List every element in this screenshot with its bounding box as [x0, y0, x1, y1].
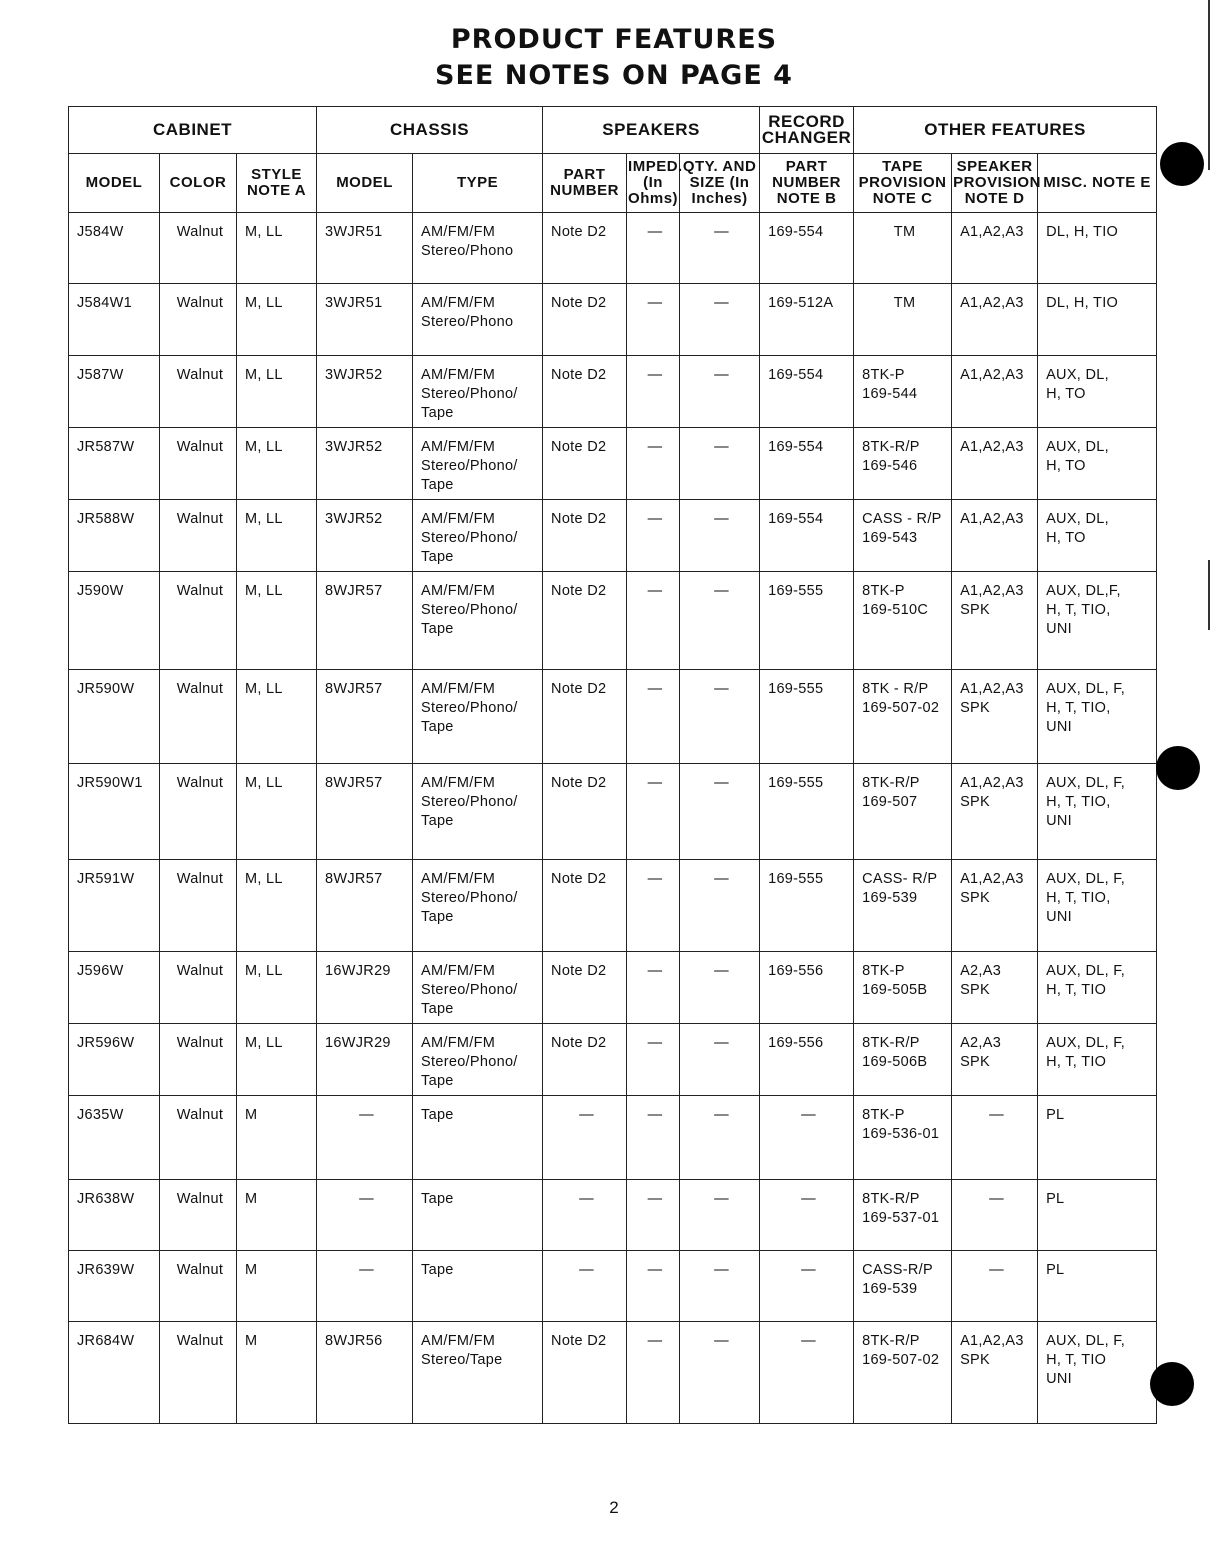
cell-part: Note D2: [543, 1322, 627, 1424]
cell-model: JR588W: [69, 500, 160, 572]
cell-misc: AUX, DL, H, TO: [1038, 428, 1157, 500]
table-row: [69, 1251, 1157, 1322]
cell-speaker: A1,A2,A3 SPK: [952, 764, 1038, 860]
col-speaker-provision: SPEAKER PROVISION NOTE D: [952, 154, 1038, 213]
cell-type: AM/FM/FM Stereo/Phono/ Tape: [413, 356, 543, 428]
cell-tape: CASS-R/P 169-539: [854, 1251, 952, 1322]
cell-qty: —: [680, 284, 760, 356]
group-speakers: SPEAKERS: [543, 107, 760, 154]
cell-rc: 169-555: [760, 860, 854, 952]
cell-rc: 169-556: [760, 952, 854, 1024]
cell-misc: AUX, DL,F, H, T, TIO, UNI: [1038, 572, 1157, 670]
table-row: [69, 670, 1157, 764]
cell-speaker: A1,A2,A3: [952, 428, 1038, 500]
cell-imped: —: [627, 284, 680, 356]
col-imped: IMPED. (In Ohms): [627, 154, 680, 213]
cell-rc: 169-555: [760, 764, 854, 860]
cell-chassis: 16WJR29: [317, 952, 413, 1024]
cell-qty: —: [680, 356, 760, 428]
cell-imped: —: [627, 572, 680, 670]
cell-misc: AUX, DL, F, H, T, TIO: [1038, 1024, 1157, 1096]
cell-chassis: 8WJR57: [317, 572, 413, 670]
cell-imped: —: [627, 500, 680, 572]
col-tape: TAPE PROVISION NOTE C: [854, 154, 952, 213]
cell-qty: —: [680, 1024, 760, 1096]
cell-speaker: —: [952, 1251, 1038, 1322]
cell-part: Note D2: [543, 572, 627, 670]
group-chassis: CHASSIS: [317, 107, 543, 154]
cell-model: JR590W: [69, 670, 160, 764]
cell-qty: —: [680, 500, 760, 572]
cell-style: M, LL: [237, 213, 317, 284]
cell-type: AM/FM/FM Stereo/Phono: [413, 284, 543, 356]
table-row: [69, 1024, 1157, 1096]
group-record-changer: RECORD CHANGER: [760, 107, 854, 154]
cell-model: J635W: [69, 1096, 160, 1180]
cell-type: AM/FM/FM Stereo/Phono/ Tape: [413, 572, 543, 670]
cell-part: Note D2: [543, 1024, 627, 1096]
cell-qty: —: [680, 213, 760, 284]
cell-imped: —: [627, 1251, 680, 1322]
cell-tape: CASS - R/P 169-543: [854, 500, 952, 572]
cell-imped: —: [627, 428, 680, 500]
cell-model: JR638W: [69, 1180, 160, 1251]
cell-model: J596W: [69, 952, 160, 1024]
cell-style: M, LL: [237, 860, 317, 952]
table-row: [69, 1322, 1157, 1424]
cell-model: JR591W: [69, 860, 160, 952]
col-part-number: PART NUMBER: [543, 154, 627, 213]
cell-tape: TM: [854, 284, 952, 356]
cell-chassis: 3WJR52: [317, 428, 413, 500]
cell-color: Walnut: [160, 428, 237, 500]
cell-rc: —: [760, 1096, 854, 1180]
cell-rc: 169-556: [760, 1024, 854, 1096]
cell-rc: 169-555: [760, 572, 854, 670]
cell-style: M, LL: [237, 1024, 317, 1096]
table-row: [69, 952, 1157, 1024]
cell-misc: AUX, DL, F, H, T, TIO: [1038, 952, 1157, 1024]
cell-rc: 169-554: [760, 500, 854, 572]
cell-speaker: A2,A3 SPK: [952, 1024, 1038, 1096]
cell-chassis: 8WJR57: [317, 764, 413, 860]
table-row: [69, 428, 1157, 500]
cell-tape: 8TK-P 169-510C: [854, 572, 952, 670]
cell-model: J584W1: [69, 284, 160, 356]
cell-color: Walnut: [160, 1322, 237, 1424]
page-number: 2: [609, 1498, 619, 1517]
cell-chassis: —: [317, 1251, 413, 1322]
cell-color: Walnut: [160, 1251, 237, 1322]
cell-chassis: 3WJR51: [317, 284, 413, 356]
cell-type: AM/FM/FM Stereo/Phono/ Tape: [413, 500, 543, 572]
cell-misc: AUX, DL, H, TO: [1038, 356, 1157, 428]
cell-chassis: 8WJR56: [317, 1322, 413, 1424]
cell-color: Walnut: [160, 572, 237, 670]
page-title-line1: PRODUCT FEATURES: [450, 24, 778, 55]
cell-qty: —: [680, 1322, 760, 1424]
cell-style: M: [237, 1096, 317, 1180]
cell-tape: 8TK-P 169-544: [854, 356, 952, 428]
cell-misc: AUX, DL, F, H, T, TIO, UNI: [1038, 670, 1157, 764]
cell-misc: AUX, DL, H, TO: [1038, 500, 1157, 572]
cell-rc: 169-554: [760, 356, 854, 428]
cell-speaker: A1,A2,A3 SPK: [952, 670, 1038, 764]
page-title-line2: SEE NOTES ON PAGE 4: [435, 60, 793, 91]
cell-style: M, LL: [237, 952, 317, 1024]
cell-model: JR639W: [69, 1251, 160, 1322]
cell-rc: —: [760, 1322, 854, 1424]
cell-style: M: [237, 1322, 317, 1424]
cell-color: Walnut: [160, 1096, 237, 1180]
cell-style: M, LL: [237, 428, 317, 500]
cell-rc: 169-555: [760, 670, 854, 764]
cell-imped: —: [627, 952, 680, 1024]
cell-rc: 169-512A: [760, 284, 854, 356]
cell-type: Tape: [413, 1180, 543, 1251]
cell-color: Walnut: [160, 764, 237, 860]
cell-tape: 8TK-R/P 169-507-02: [854, 1322, 952, 1424]
cell-speaker: A2,A3 SPK: [952, 952, 1038, 1024]
cell-style: M, LL: [237, 500, 317, 572]
cell-style: M, LL: [237, 356, 317, 428]
cell-chassis: —: [317, 1180, 413, 1251]
cell-part: Note D2: [543, 284, 627, 356]
cell-color: Walnut: [160, 284, 237, 356]
table-row: [69, 860, 1157, 952]
cell-color: Walnut: [160, 1180, 237, 1251]
cell-part: Note D2: [543, 213, 627, 284]
cell-qty: —: [680, 428, 760, 500]
cell-qty: —: [680, 764, 760, 860]
group-cabinet: CABINET: [69, 107, 317, 154]
cell-rc: 169-554: [760, 213, 854, 284]
cell-speaker: A1,A2,A3: [952, 500, 1038, 572]
cell-rc: —: [760, 1180, 854, 1251]
cell-speaker: A1,A2,A3: [952, 356, 1038, 428]
cell-imped: —: [627, 860, 680, 952]
cell-color: Walnut: [160, 500, 237, 572]
cell-imped: —: [627, 764, 680, 860]
col-misc: MISC. NOTE E: [1038, 154, 1157, 213]
cell-color: Walnut: [160, 213, 237, 284]
table-row: [69, 500, 1157, 572]
cell-tape: 8TK-R/P 169-506B: [854, 1024, 952, 1096]
cell-color: Walnut: [160, 356, 237, 428]
cell-type: AM/FM/FM Stereo/Phono/ Tape: [413, 670, 543, 764]
cell-speaker: A1,A2,A3 SPK: [952, 1322, 1038, 1424]
cell-tape: 8TK-R/P 169-507: [854, 764, 952, 860]
cell-chassis: —: [317, 1096, 413, 1180]
cell-part: Note D2: [543, 952, 627, 1024]
cell-part: —: [543, 1180, 627, 1251]
edge-line: [1208, 560, 1210, 630]
edge-line: [1208, 0, 1210, 170]
cell-misc: AUX, DL, F, H, T, TIO, UNI: [1038, 860, 1157, 952]
cell-part: —: [543, 1251, 627, 1322]
cell-rc: —: [760, 1251, 854, 1322]
cell-model: J590W: [69, 572, 160, 670]
cell-model: JR590W1: [69, 764, 160, 860]
cell-imped: —: [627, 213, 680, 284]
col-color: COLOR: [160, 154, 237, 213]
table-row: [69, 213, 1157, 284]
cell-part: —: [543, 1096, 627, 1180]
cell-type: AM/FM/FM Stereo/Phono/ Tape: [413, 1024, 543, 1096]
cell-chassis: 3WJR51: [317, 213, 413, 284]
cell-chassis: 8WJR57: [317, 860, 413, 952]
cell-type: Tape: [413, 1096, 543, 1180]
cell-color: Walnut: [160, 952, 237, 1024]
cell-speaker: A1,A2,A3: [952, 213, 1038, 284]
col-rc-part: PART NUMBER NOTE B: [760, 154, 854, 213]
cell-type: AM/FM/FM Stereo/Phono/ Tape: [413, 952, 543, 1024]
cell-qty: —: [680, 1251, 760, 1322]
cell-type: AM/FM/FM Stereo/Phono/ Tape: [413, 860, 543, 952]
cell-style: M: [237, 1251, 317, 1322]
cell-imped: —: [627, 1180, 680, 1251]
cell-imped: —: [627, 1024, 680, 1096]
cell-misc: DL, H, TIO: [1038, 213, 1157, 284]
cell-type: AM/FM/FM Stereo/Phono: [413, 213, 543, 284]
cell-chassis: 3WJR52: [317, 356, 413, 428]
cell-rc: 169-554: [760, 428, 854, 500]
cell-misc: DL, H, TIO: [1038, 284, 1157, 356]
col-style: STYLE NOTE A: [237, 154, 317, 213]
cell-part: Note D2: [543, 860, 627, 952]
cell-speaker: —: [952, 1180, 1038, 1251]
punch-hole: [1160, 142, 1204, 186]
cell-qty: —: [680, 952, 760, 1024]
cell-chassis: 16WJR29: [317, 1024, 413, 1096]
cell-style: M, LL: [237, 284, 317, 356]
cell-style: M, LL: [237, 670, 317, 764]
cell-style: M, LL: [237, 572, 317, 670]
cell-speaker: A1,A2,A3 SPK: [952, 860, 1038, 952]
cell-qty: —: [680, 572, 760, 670]
cell-style: M, LL: [237, 764, 317, 860]
cell-misc: PL: [1038, 1180, 1157, 1251]
cell-tape: 8TK-R/P 169-546: [854, 428, 952, 500]
cell-imped: —: [627, 356, 680, 428]
cell-misc: AUX, DL, F, H, T, TIO, UNI: [1038, 764, 1157, 860]
cell-tape: 8TK-P 169-505B: [854, 952, 952, 1024]
table-row: [69, 764, 1157, 860]
cell-speaker: —: [952, 1096, 1038, 1180]
cell-speaker: A1,A2,A3: [952, 284, 1038, 356]
cell-model: JR587W: [69, 428, 160, 500]
cell-qty: —: [680, 670, 760, 764]
col-qty: QTY. AND SIZE (In Inches): [680, 154, 760, 213]
table-row: [69, 356, 1157, 428]
cell-model: JR596W: [69, 1024, 160, 1096]
table-row: [69, 1096, 1157, 1180]
cell-tape: 8TK-P 169-536-01: [854, 1096, 952, 1180]
cell-tape: 8TK-R/P 169-537-01: [854, 1180, 952, 1251]
cell-model: J584W: [69, 213, 160, 284]
cell-model: J587W: [69, 356, 160, 428]
cell-tape: CASS- R/P 169-539: [854, 860, 952, 952]
col-type: TYPE: [413, 154, 543, 213]
punch-hole: [1150, 1362, 1194, 1406]
cell-part: Note D2: [543, 764, 627, 860]
table-row: [69, 572, 1157, 670]
cell-part: Note D2: [543, 670, 627, 764]
punch-hole: [1156, 746, 1200, 790]
table-row: [69, 1180, 1157, 1251]
group-other-features: OTHER FEATURES: [854, 107, 1157, 154]
cell-color: Walnut: [160, 670, 237, 764]
cell-type: AM/FM/FM Stereo/Tape: [413, 1322, 543, 1424]
cell-misc: PL: [1038, 1096, 1157, 1180]
cell-tape: 8TK - R/P 169-507-02: [854, 670, 952, 764]
cell-imped: —: [627, 1096, 680, 1180]
cell-chassis: 8WJR57: [317, 670, 413, 764]
cell-type: AM/FM/FM Stereo/Phono/ Tape: [413, 428, 543, 500]
cell-part: Note D2: [543, 500, 627, 572]
cell-qty: —: [680, 1180, 760, 1251]
cell-model: JR684W: [69, 1322, 160, 1424]
cell-color: Walnut: [160, 860, 237, 952]
cell-style: M: [237, 1180, 317, 1251]
cell-imped: —: [627, 1322, 680, 1424]
cell-qty: —: [680, 860, 760, 952]
cell-type: Tape: [413, 1251, 543, 1322]
cell-imped: —: [627, 670, 680, 764]
cell-misc: PL: [1038, 1251, 1157, 1322]
cell-tape: TM: [854, 213, 952, 284]
table-row: [69, 284, 1157, 356]
cell-misc: AUX, DL, F, H, T, TIO UNI: [1038, 1322, 1157, 1424]
cell-type: AM/FM/FM Stereo/Phono/ Tape: [413, 764, 543, 860]
cell-chassis: 3WJR52: [317, 500, 413, 572]
col-model: MODEL: [69, 154, 160, 213]
cell-part: Note D2: [543, 428, 627, 500]
cell-qty: —: [680, 1096, 760, 1180]
cell-color: Walnut: [160, 1024, 237, 1096]
cell-part: Note D2: [543, 356, 627, 428]
product-features-table: [68, 106, 1157, 1424]
cell-speaker: A1,A2,A3 SPK: [952, 572, 1038, 670]
col-chassis-model: MODEL: [317, 154, 413, 213]
